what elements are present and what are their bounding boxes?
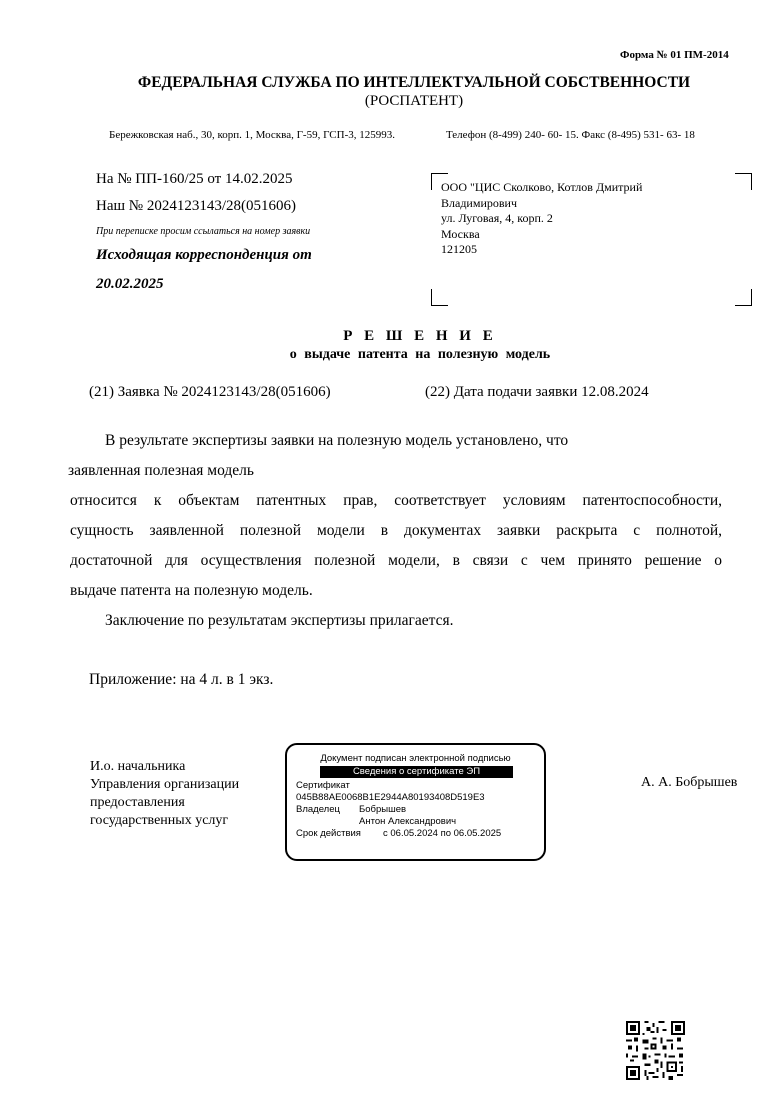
correspondence-note: При переписке просим ссылаться на номер заявки — [96, 226, 311, 237]
electronic-signature-stamp — [285, 743, 546, 861]
filing-date: (22) Дата подачи заявки 12.08.2024 — [425, 384, 649, 400]
form-number: Форма № 01 ПМ-2014 — [620, 49, 729, 61]
body-paragraph-line: заявленная полезная модель — [68, 462, 254, 479]
decision-subtitle: о выдаче патента на полезную модель — [289, 347, 551, 362]
qr-code-icon — [626, 1021, 685, 1080]
address-corner-top-right — [735, 173, 752, 190]
signer-role-line: предоставления — [90, 795, 185, 810]
attachment-text: Приложение: на 4 л. в 1 экз. — [89, 671, 274, 688]
body-justified-line: достаточной для осуществления полезной модели, в связи с чем принято решение о — [70, 552, 722, 569]
conclusion-text: Заключение по результатам экспертизы прилагается. — [105, 612, 454, 629]
esign-validity-value: с 06.05.2024 по 06.05.2025 — [383, 828, 502, 839]
address-corner-bottom-left — [431, 289, 448, 306]
esign-title: Документ подписан электронной подписью — [320, 753, 511, 764]
body-justified-line: сущность заявленной полезной модели в документах заявки раскрыта с полнотой, — [70, 522, 722, 539]
signer-name: А. А. Бобрышев — [641, 775, 738, 790]
signer-role-line: государственных услуг — [90, 813, 229, 828]
addressee-line: 121205 — [441, 242, 477, 256]
signer-role — [90, 758, 239, 830]
address-corner-bottom-right — [735, 289, 752, 306]
esign-cert-number: 045B88AE0068B1E2944A80193408D519E3 — [296, 792, 485, 803]
organization-title: ФЕДЕРАЛЬНАЯ СЛУЖБА ПО ИНТЕЛЛЕКТУАЛЬНОЙ СОБСТВЕННОСТИ — [137, 74, 691, 91]
application-number: (21) Заявка № 2024123143/28(051606) — [89, 384, 331, 400]
addressee-line: ООО "ЦИС Сколково, Котлов Дмитрий — [441, 180, 643, 194]
decision-title: Р Е Ш Е Н И Е — [343, 328, 497, 344]
body-paragraph-line: В результате экспертизы заявки на полезную модель установлено, что — [105, 432, 569, 449]
esign-owner-label: Владелец — [296, 804, 340, 815]
esign-certificate-bar: Сведения о сертификате ЭП — [320, 766, 513, 778]
addressee-line: ул. Луговая, 4, корп. 2 — [441, 211, 553, 225]
organization-address: Бережковская наб., 30, корп. 1, Москва, Г-59, ГСП-3, 125993. — [109, 129, 396, 141]
signer-role-line: И.о. начальника — [90, 759, 186, 774]
organization-short: (РОСПАТЕНТ) — [364, 93, 464, 109]
addressee-line: Москва — [441, 226, 480, 241]
body-justified-line: относится к объектам патентных прав, соответствует условиям патентоспособности, — [70, 492, 722, 509]
outgoing-correspondence: Исходящая корреспонденция от 20.02.2025 — [96, 247, 312, 292]
addressee-block — [441, 180, 642, 258]
esign-owner-name: Антон Александрович — [359, 816, 457, 827]
addressee-line: Владимирович — [441, 195, 517, 210]
signer-role-line: Управления организации — [90, 777, 240, 792]
your-reference: Наш № 2024123143/28(051606) — [96, 198, 297, 214]
esign-validity-label: Срок действия — [296, 828, 361, 839]
body-last-line: выдаче патента на полезную модель. — [70, 582, 313, 599]
organization-phone: Телефон (8-499) 240- 60- 15. Факс (8-495) 531- 63- 18 — [446, 129, 695, 141]
esign-cert-label: Сертификат — [296, 780, 350, 791]
our-reference: На № ПП-160/25 от 14.02.2025 — [96, 171, 293, 187]
esign-owner-name: Бобрышев — [359, 804, 407, 815]
